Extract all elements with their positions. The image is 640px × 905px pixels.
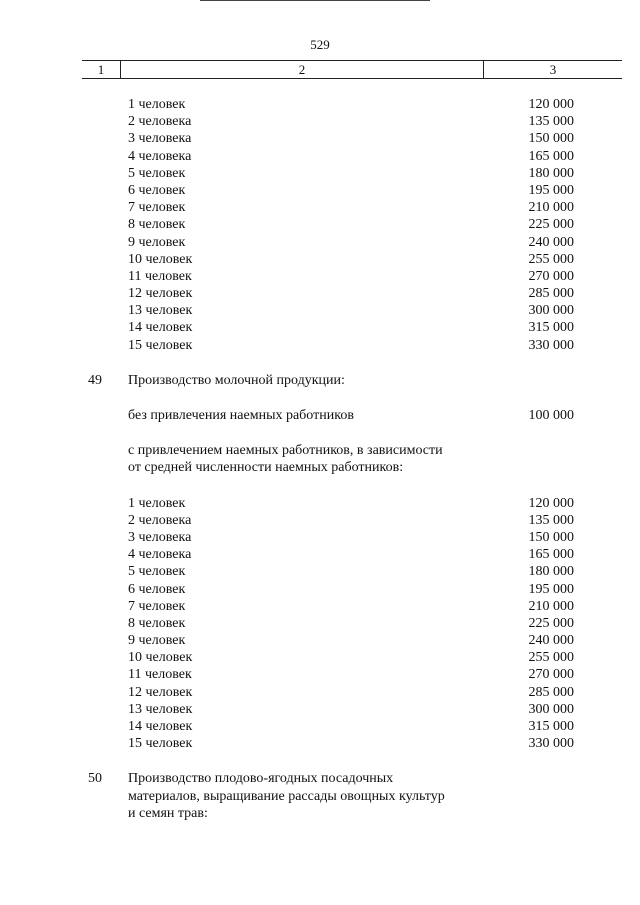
item-49-title-row <box>0 372 640 389</box>
row-label: материалов, выращивание рассады овощных культур <box>128 788 445 804</box>
row-label: 1 человек <box>128 97 186 112</box>
list-item <box>0 96 640 113</box>
header-col-1: 1 <box>82 61 121 78</box>
document-body <box>0 96 640 822</box>
row-label: 7 человек <box>128 200 186 216</box>
row-value: 255 000 <box>528 251 574 267</box>
row-label: 1 человек <box>128 495 186 511</box>
item-49-with-hired-line-1 <box>0 442 640 459</box>
row-value: 165 000 <box>528 148 574 164</box>
row-label: 14 человек <box>128 719 193 734</box>
list-item <box>0 718 640 735</box>
row-label: 7 человек <box>128 598 186 614</box>
row-label: 5 человек <box>128 564 186 580</box>
list-item <box>0 684 640 701</box>
row-label: 9 человек <box>128 633 186 649</box>
row-label: 8 человек <box>128 615 186 631</box>
row-value: 120 000 <box>528 97 574 112</box>
row-value: 240 000 <box>528 633 574 649</box>
row-value: 315 000 <box>528 320 574 336</box>
row-value: 135 000 <box>528 114 574 130</box>
list-item <box>0 113 640 130</box>
row-value: 330 000 <box>528 736 574 752</box>
item-number: 50 <box>88 771 102 787</box>
row-value: 225 000 <box>528 217 574 233</box>
list-item <box>0 268 640 285</box>
row-value: 270 000 <box>528 268 574 284</box>
list-item <box>0 165 640 182</box>
row-value: 195 000 <box>528 581 574 597</box>
row-value: 285 000 <box>528 286 574 302</box>
list-item <box>0 615 640 632</box>
row-value: 270 000 <box>528 667 574 683</box>
row-value: 330 000 <box>528 337 574 353</box>
row-label: от средней численности наемных работников: <box>128 460 404 476</box>
row-value: 100 000 <box>528 408 574 423</box>
list-item <box>0 546 640 563</box>
item-number: 49 <box>88 372 102 388</box>
row-label: 14 человек <box>128 320 193 336</box>
row-label: 9 человек <box>128 234 186 250</box>
list-item <box>0 512 640 529</box>
row-value: 150 000 <box>528 131 574 147</box>
row-label: 6 человек <box>128 182 186 198</box>
row-value: 225 000 <box>528 615 574 631</box>
row-value: 165 000 <box>528 547 574 563</box>
item-50-line-2 <box>0 788 640 805</box>
row-label: 12 человек <box>128 286 193 302</box>
row-value: 300 000 <box>528 701 574 717</box>
item-49-without-hired-row <box>0 407 640 424</box>
row-value: 315 000 <box>528 719 574 734</box>
list-item <box>0 495 640 512</box>
list-item <box>0 302 640 319</box>
list-item <box>0 216 640 233</box>
row-value: 135 000 <box>528 512 574 528</box>
row-label: 10 человек <box>128 650 193 666</box>
row-label: без привлечения наемных работников <box>128 408 354 423</box>
list-item <box>0 130 640 147</box>
list-item <box>0 598 640 615</box>
row-value: 180 000 <box>528 165 574 181</box>
row-label: и семян трав: <box>128 805 208 821</box>
header-col-3: 3 <box>549 62 557 77</box>
item-title: Производство молочной продукции: <box>128 372 345 388</box>
header-col-2: 2 <box>121 61 484 78</box>
row-label: 11 человек <box>128 268 192 284</box>
list-item <box>0 632 640 649</box>
row-label: 4 человека <box>128 547 192 563</box>
staff-rate-list-b <box>0 495 640 753</box>
row-label: 13 человек <box>128 303 193 319</box>
row-label: 15 человек <box>128 337 193 353</box>
row-label: Производство плодово-ягодных посадочных <box>128 771 394 787</box>
row-value: 150 000 <box>528 529 574 545</box>
list-item <box>0 285 640 302</box>
row-label: 4 человека <box>128 148 192 164</box>
page-number: 529 <box>310 37 330 52</box>
row-label: 11 человек <box>128 667 192 683</box>
list-item <box>0 182 640 199</box>
row-label: 5 человек <box>128 165 186 181</box>
list-item <box>0 234 640 251</box>
row-value: 300 000 <box>528 303 574 319</box>
row-label: 3 человека <box>128 131 192 147</box>
row-label: с привлечением наемных работников, в зависимости <box>128 443 443 459</box>
table-header <box>82 60 622 79</box>
row-label: 13 человек <box>128 701 193 717</box>
staff-rate-list-a <box>0 96 640 354</box>
list-item <box>0 529 640 546</box>
row-value: 240 000 <box>528 234 574 250</box>
row-label: 2 человека <box>128 114 192 130</box>
row-label: 10 человек <box>128 251 193 267</box>
row-label: 6 человек <box>128 581 186 597</box>
list-item <box>0 581 640 598</box>
row-label: 12 человек <box>128 684 193 700</box>
scan-edge-line <box>200 0 430 1</box>
row-value: 210 000 <box>528 200 574 216</box>
list-item <box>0 563 640 580</box>
list-item <box>0 319 640 336</box>
list-item <box>0 735 640 752</box>
row-value: 255 000 <box>528 650 574 666</box>
item-50-line-1 <box>0 770 640 787</box>
row-label: 2 человека <box>128 512 192 528</box>
list-item <box>0 666 640 683</box>
row-value: 285 000 <box>528 684 574 700</box>
row-value: 180 000 <box>528 564 574 580</box>
item-50-line-3 <box>0 805 640 822</box>
list-item <box>0 199 640 216</box>
row-value: 120 000 <box>528 495 574 511</box>
list-item <box>0 251 640 268</box>
list-item <box>0 148 640 165</box>
item-49-with-hired-line-2 <box>0 459 640 476</box>
list-item <box>0 649 640 666</box>
row-label: 8 человек <box>128 217 186 233</box>
list-item <box>0 701 640 718</box>
row-label: 15 человек <box>128 736 193 752</box>
row-value: 195 000 <box>528 182 574 198</box>
row-value: 210 000 <box>528 598 574 614</box>
list-item <box>0 337 640 354</box>
row-label: 3 человека <box>128 529 192 545</box>
